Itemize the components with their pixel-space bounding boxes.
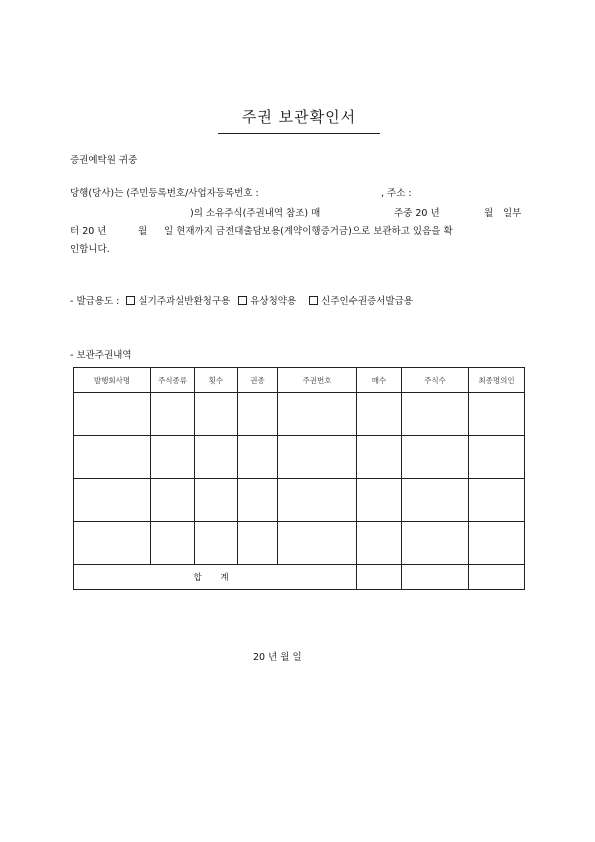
- purpose-line: [70, 293, 413, 307]
- checkbox-icon: [126, 296, 135, 305]
- table-cell[interactable]: [357, 522, 402, 565]
- table-row: [74, 436, 525, 479]
- table-cell[interactable]: [151, 522, 195, 565]
- table-cell[interactable]: [195, 522, 238, 565]
- column-header: 최종명의인: [469, 368, 525, 393]
- total-cell[interactable]: [357, 565, 402, 590]
- table-cell[interactable]: [151, 479, 195, 522]
- table-total-row: [74, 565, 525, 590]
- table-cell[interactable]: [238, 479, 278, 522]
- body-line-2b: 주중 20 년: [394, 208, 440, 219]
- total-label: 합 계: [74, 565, 357, 590]
- column-header: 주권번호: [278, 368, 357, 393]
- table-cell[interactable]: [74, 393, 151, 436]
- table-cell[interactable]: [357, 436, 402, 479]
- purpose-label: - 발급용도 :: [70, 296, 120, 307]
- purpose-option-1[interactable]: 실기주과실반환청구용: [126, 296, 230, 307]
- table-cell[interactable]: [278, 436, 357, 479]
- date-line: 20 년 월 일: [253, 652, 302, 663]
- table-cell[interactable]: [195, 436, 238, 479]
- table-row: [74, 393, 525, 436]
- column-header: 횟수: [195, 368, 238, 393]
- table-cell[interactable]: [278, 522, 357, 565]
- checkbox-icon: [309, 296, 318, 305]
- purpose-option-3[interactable]: 신주인수권증서발급용: [309, 296, 413, 307]
- table-cell[interactable]: [469, 479, 525, 522]
- table-cell[interactable]: [402, 393, 469, 436]
- body-line-3a: 터 20 년: [70, 226, 107, 237]
- total-cell[interactable]: [402, 565, 469, 590]
- table-cell[interactable]: [74, 522, 151, 565]
- table-cell[interactable]: [402, 479, 469, 522]
- body-line-2d: 일부: [503, 208, 522, 219]
- table-cell[interactable]: [74, 479, 151, 522]
- column-header: 권종: [238, 368, 278, 393]
- column-header: 발행회사명: [74, 368, 151, 393]
- table-cell[interactable]: [238, 393, 278, 436]
- body-line-2a: )의 소유주식(주권내역 참조) 매: [190, 208, 321, 219]
- purpose-option-2[interactable]: 유상청약용: [238, 296, 296, 307]
- checkbox-icon: [238, 296, 247, 305]
- table-cell[interactable]: [238, 522, 278, 565]
- page-title: 주권 보관확인서: [218, 106, 380, 134]
- holdings-table: [73, 367, 525, 590]
- holdings-label: - 보관주권내역: [70, 350, 132, 361]
- table-cell[interactable]: [151, 436, 195, 479]
- table-row: [74, 479, 525, 522]
- table-cell[interactable]: [357, 479, 402, 522]
- table-cell[interactable]: [469, 522, 525, 565]
- column-header: 매수: [357, 368, 402, 393]
- table-cell[interactable]: [402, 522, 469, 565]
- body-line-2c: 월: [484, 208, 494, 219]
- table-cell[interactable]: [357, 393, 402, 436]
- table-cell[interactable]: [238, 436, 278, 479]
- table-cell[interactable]: [469, 436, 525, 479]
- table-header-row: [74, 368, 525, 393]
- total-cell[interactable]: [469, 565, 525, 590]
- body-line-3b: 월: [138, 226, 148, 237]
- body-line-3c: 일 현재까지 금전대출담보용(계약이행증거금)으로 보관하고 있음을 확: [164, 226, 453, 237]
- table-cell[interactable]: [278, 479, 357, 522]
- table-cell[interactable]: [278, 393, 357, 436]
- body-line-1a: 당행(당사)는 (주민등록번호/사업자등록번호 :: [70, 188, 259, 199]
- column-header: 주식수: [402, 368, 469, 393]
- body-line-4: 인합니다.: [70, 244, 110, 255]
- table-row: [74, 522, 525, 565]
- addressee: 증권예탁원 귀중: [70, 155, 138, 166]
- table-cell[interactable]: [469, 393, 525, 436]
- column-header: 주식종류: [151, 368, 195, 393]
- body-line-1b: , 주소 :: [381, 188, 412, 199]
- table-cell[interactable]: [195, 479, 238, 522]
- table-cell[interactable]: [74, 436, 151, 479]
- table-cell[interactable]: [402, 436, 469, 479]
- table-cell[interactable]: [195, 393, 238, 436]
- table-cell[interactable]: [151, 393, 195, 436]
